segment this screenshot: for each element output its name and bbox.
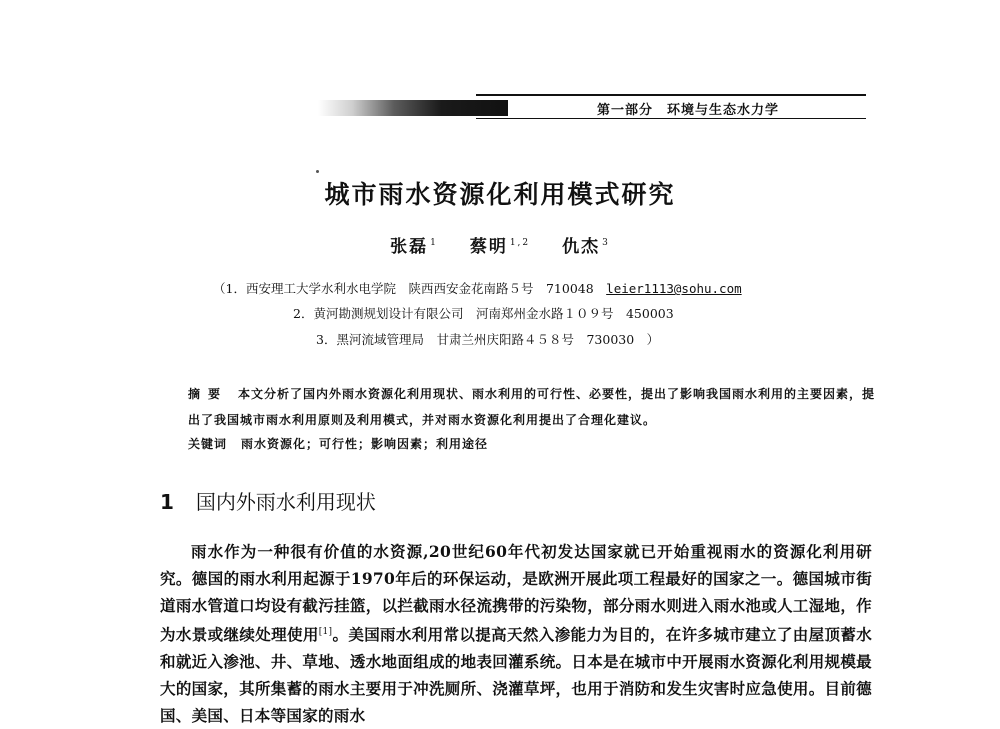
- header-rule-top: [476, 94, 866, 96]
- section-1-paragraph: [160, 538, 872, 729]
- affiliation-1-text: （1．西安理工大学水利水电学院 陕西西安金花南路５号 710048: [213, 281, 607, 296]
- section-1-heading: [160, 486, 376, 515]
- affiliation-2: 2．黄河勘测规划设计有限公司 河南郑州金水路１０９号 450003: [293, 306, 674, 321]
- keywords: [188, 435, 488, 452]
- author-list: [0, 232, 1000, 257]
- author-2: 蔡明 $^{1,2}$: [469, 237, 531, 257]
- running-header-section-label: 第一部分 环境与生态水力学: [597, 103, 780, 118]
- affiliation-3: 3．黑河流域管理局 甘肃兰州庆阳路４５８号 730030 ）: [316, 332, 660, 347]
- author-3: 仇杰 $^3$: [562, 237, 610, 257]
- abstract-label: 摘要: [188, 387, 229, 401]
- abstract: [188, 381, 878, 433]
- citation-ref[interactable]: [1]: [318, 627, 333, 637]
- section-number: 1: [160, 490, 174, 514]
- abstract-text: 本文分析了国内外雨水资源化利用现状、雨水利用的可行性、必要性，提出了影响我国雨水利用的主要因素，提出了我国城市雨水利用原则及利用模式，并对雨水资源化利用提出了合理化建议。: [188, 387, 876, 427]
- section-title: 国内外雨水利用现状: [195, 490, 376, 514]
- paragraph-text-part2: 。美国雨水利用常以提高天然入渗能力为目的，在许多城市建立了由屋顶蓄水和就近入渗池、井、草地、透水地面组成的地表回灌系统。日本是在城市中开展雨水资源化利用规模最大的国家，其所集蓄的雨水主要用于冲洗厕所、浇灌草坪，也用于消防和发生灾害时应急使用。目前德国、美国、日本等国家的雨水: [160, 625, 872, 726]
- keywords-text: 雨水资源化；可行性；影响因素；利用途径: [241, 437, 489, 451]
- header-decorative-band: [318, 100, 508, 116]
- keywords-label: 关键词: [188, 437, 228, 451]
- header-rule-bottom: [476, 118, 866, 119]
- author-email-link[interactable]: leier1113@sohu.com: [606, 281, 742, 296]
- paragraph-text-part1: 雨水作为一种很有价值的水资源,20世纪60年代初发达国家就已开始重视雨水的资源化利用研究。德国的雨水利用起源于1970年后的环保运动，是欧洲开展此项工程最好的国家之一。德国城市街道雨水管道口均设有截污挂篮，以拦截雨水径流携带的污染物，部分雨水则进入雨水池或人工湿地，作为水景或继续处理使用: [160, 542, 872, 645]
- paper-title: 城市雨水资源化利用模式研究: [324, 180, 676, 209]
- author-1: 张磊 $^1$: [390, 237, 438, 257]
- scan-speck: [316, 170, 319, 173]
- affiliation-1: [213, 279, 742, 297]
